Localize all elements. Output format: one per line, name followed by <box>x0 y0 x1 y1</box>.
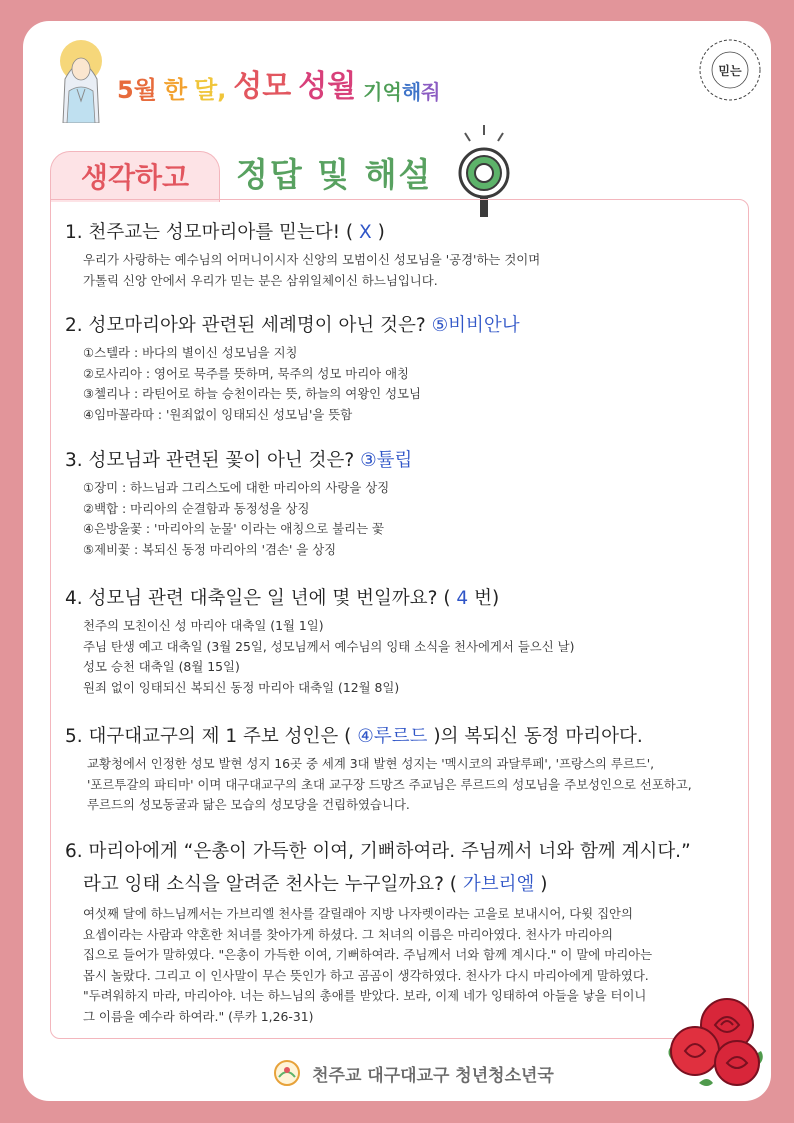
question-text: 2. 성모마리아와 관련된 세례명이 아닌 것은? <box>65 315 432 336</box>
title-part: 줘 <box>421 80 441 104</box>
diocese-youth-logo-icon <box>273 1059 301 1087</box>
worksheet-page <box>23 21 771 1101</box>
section-tab: 생각하고 <box>50 151 220 202</box>
explanation-line: "두려워하지 마라, 마리아야. 너는 하느님의 총애를 받았다. 보라, 이제 네가 잉태하여 아들을 낳을 터이니 <box>83 988 647 1003</box>
title-part: 한 <box>163 76 188 104</box>
explanation-line: 집으로 들어가 말하였다. "은총이 가득한 이여, 기뻐하여라. 주님께서 너와 함께 계시다." 이 말에 마리아는 <box>83 947 653 962</box>
question-block-3 <box>65 447 757 560</box>
title-part: 해 <box>401 80 422 104</box>
question-heading: 6. 마리아에게 “은총이 가득한 이여, 기뻐하여라. 주님께서 너와 함께 계시다.” <box>65 841 691 862</box>
explanation-line: 성모 승천 대축일 (8월 15일) <box>83 659 240 674</box>
question-suffix: ) <box>371 222 385 243</box>
question-suffix: )의 복되신 동정 마리아다. <box>427 726 643 747</box>
question-heading <box>65 219 757 246</box>
page-title <box>117 61 440 111</box>
explanation-line: ④임마꼴라따 : '원죄없이 잉태되신 성모님'을 뜻함 <box>83 406 353 422</box>
question-heading <box>65 312 757 339</box>
question-text: 4. 성모님 관련 대축일은 일 년에 몇 번일까요? ( <box>65 588 457 609</box>
section-title: 정답 및 해설 <box>236 155 433 194</box>
question-answer: 가브리엘 <box>462 874 535 895</box>
title-part <box>226 81 233 105</box>
explanation-line: ①스텔라 : 바다의 별이신 성모님을 지칭 <box>83 345 298 360</box>
footer <box>273 1059 554 1089</box>
explanation-line: ②로사리아 : 영어로 묵주를 뜻하며, 묵주의 성모 마리아 애칭 <box>83 365 410 381</box>
footer-organization: 천주교 대구대교구 청년청소년국 <box>312 1065 554 1086</box>
question-text: 1. 천주교는 성모마리아를 믿는다! ( <box>65 222 360 243</box>
virgin-mary-illustration <box>51 39 111 123</box>
question-suffix: ) <box>534 874 548 895</box>
question-heading <box>65 585 757 612</box>
explanation-line: 천주의 모친이신 성 마리아 대축일 (1월 1일) <box>83 618 324 633</box>
explanation-line: 몹시 놀랐다. 그리고 이 인사말이 무슨 뜻인가 하고 곰곰이 생각하였다. 천사가 다시 마리아에게 말하였다. <box>83 967 649 983</box>
question-block-4 <box>65 585 757 698</box>
explanation-line: 주님 탄생 예고 대축일 (3월 25일, 성모님께서 예수님의 잉태 소식을 천사에게서 들으신 날) <box>83 638 575 654</box>
stamp-text: 믿는 <box>718 64 742 78</box>
explanation-line: 그 이름을 예수라 하여라." (루카 1,26-31) <box>83 1008 314 1024</box>
title-part: 성월 <box>298 69 357 104</box>
title-part <box>291 81 298 105</box>
question-answer: ③튤립 <box>360 450 413 471</box>
explanation-line: 원죄 없이 잉태되신 복되신 동정 마리아 대축일 (12월 8일) <box>83 679 400 695</box>
explanation-line: ⑤제비꽃 : 복되신 동정 마리아의 '겸손' 을 상징 <box>83 541 337 557</box>
explanation-line: '포르투갈의 파티마' 이며 대구대교구의 초대 교구장 드망즈 주교님은 루르드의 성모님을 주보성인으로 선포하고, <box>87 776 692 792</box>
question-heading-continued <box>65 871 757 898</box>
circular-stamp-logo <box>697 37 763 103</box>
explanation-line: ②백합 : 마리아의 순결함과 동정성을 상징 <box>83 500 310 516</box>
question-answer: X <box>359 222 372 243</box>
question-heading <box>65 447 757 474</box>
question-answer: 4 <box>456 588 469 609</box>
question-suffix: 번) <box>468 588 500 609</box>
question-block-6 <box>65 838 757 1027</box>
question-text: 5. 대구대교구의 제 1 주보 성인은 ( <box>65 726 358 747</box>
explanation-line: 교황청에서 인정한 성모 발현 성지 16곳 중 세계 3대 발현 성지는 '멕시코의 과달루페', '프랑스의 루르드', <box>87 756 655 771</box>
question-text: 3. 성모님과 관련된 꽃이 아닌 것은? <box>65 450 361 471</box>
explanation-line: 요셉이라는 사람과 약혼한 처녀를 찾아가게 하셨다. 그 처녀의 이름은 마리아였다. 천사가 마리아의 <box>83 926 613 942</box>
explanation-line: ④은방울꽃 : '마리아의 눈물' 이라는 애칭으로 불리는 꽃 <box>83 521 385 536</box>
question-block-5 <box>65 723 757 816</box>
title-part: 달, <box>194 76 227 104</box>
question-answer: ④루르드 <box>357 726 428 747</box>
title-part <box>157 81 164 105</box>
question-heading <box>65 723 757 750</box>
explanation-line: 여섯째 달에 하느님께서는 가브리엘 천사를 갈릴래아 지방 나자렛이라는 고을로 보내시어, 다윗 집안의 <box>83 906 633 921</box>
title-part: 기억 <box>363 80 402 104</box>
question-block-1 <box>65 219 757 291</box>
explanation-line: 우리가 사랑하는 예수님의 어머니이시자 신앙의 모범이신 성모님을 '공경'하는 것이며 <box>83 252 541 267</box>
explanation-line: 가톨릭 신앙 안에서 우리가 믿는 분은 삼위일체이신 하느님입니다. <box>83 272 438 288</box>
explanation-line: ①장미 : 하느님과 그리스도에 대한 마리아의 사랑을 상징 <box>83 480 390 495</box>
question-answer: ⑤비비안나 <box>431 315 520 336</box>
title-part <box>187 81 194 105</box>
roses-illustration <box>663 991 767 1089</box>
question-block-2 <box>65 312 757 425</box>
explanation-line: ③첼리나 : 라틴어로 하늘 승천이라는 뜻, 하늘의 여왕인 성모님 <box>83 386 421 401</box>
explanation-line: 루르드의 성모동굴과 닮은 모습의 성모당을 건립하였습니다. <box>87 797 410 812</box>
title-part <box>356 81 363 105</box>
title-part: 성모 <box>233 69 292 104</box>
question-text: 라고 잉태 소식을 알려준 천사는 누구일까요? ( <box>83 874 463 895</box>
title-part: 5월 <box>117 76 157 104</box>
